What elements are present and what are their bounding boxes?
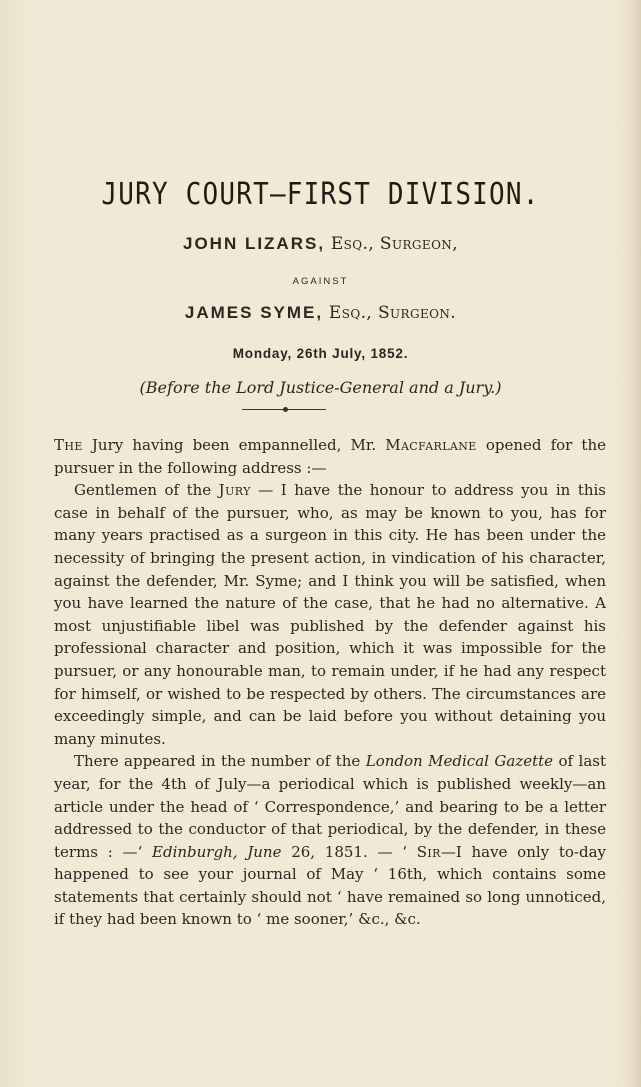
opening-word: The — [54, 436, 83, 454]
paragraph-text: 26, 1851. — ‘ — [281, 842, 417, 861]
paragraph-text: opened for the pursuer in the following address :— — [54, 436, 606, 477]
counsel-name: Macfarlane — [385, 436, 477, 454]
pursuer-name: JOHN LIZARS, — [182, 234, 326, 253]
defender-name: JAMES SYME, — [184, 303, 324, 322]
paragraph-text: There appeared in the number of the — [74, 752, 366, 771]
pursuer-line — [0, 234, 641, 254]
jury-word: Jury — [218, 481, 251, 500]
paragraph-text: —I have only to-day happened to see your journal of May ‘ 16th, which contains some statements that certainly should not ‘ have remained so long unnoticed, if they had been known to ‘ me sooner,’ &c., &c. — [54, 842, 607, 929]
body-text — [54, 434, 606, 931]
against-label: AGAINST — [292, 276, 349, 287]
paragraph-text: Jury having been empannelled, Mr. — [82, 436, 386, 454]
page-edge-shadow — [629, 0, 641, 1087]
pursuer-title: Esq., Surgeon, — [325, 234, 459, 254]
divider-ornament-icon — [283, 407, 288, 412]
court-note: (Before the Lord Justice-General and a Jury.) — [139, 378, 502, 397]
paragraph-text: of last year, for the 4th of July—a periodical which is published weekly—an article under the head of ‘ Correspondence,’ and bearing to be a letter addressed to the conductor of that periodical, by the defender, in these terms : —‘ — [54, 752, 607, 861]
defender-title: Esq., Surgeon. — [323, 303, 457, 323]
paragraph-text: Gentlemen of the — [74, 481, 219, 500]
paragraph-address — [54, 479, 606, 750]
paragraph-gazette — [54, 750, 606, 931]
salutation: Sir — [416, 842, 441, 861]
hearing-date: Monday, 26th July, 1852. — [232, 346, 409, 361]
paragraph-opening — [54, 434, 606, 479]
page-title: JURY COURT—FIRST DIVISION. — [101, 177, 540, 213]
paragraph-text: — I have the honour to address you in this case in behalf of the pursuer, who, as may be known to you, has for many years practised as a surgeon in this city. He has been under the necessity of bringing the present action, in vindication of his character, against the defender, Mr. Syme; and I think you will be satisfied, when you have learned the nature of the case, that he had no alternative. A most unjustifiable libel was published by the defender against his professional character and position, which it was impossible for the pursuer, or any honourable man, to remain under, if he had any respect for himself, or wished to be respected by others. The circumstances are exceedingly simple, and can be laid before you without detaining you many minutes. — [54, 481, 607, 748]
defender-line — [0, 303, 641, 323]
letter-place: Edinburgh, June — [152, 842, 282, 861]
journal-name: London Medical Gazette — [365, 752, 554, 771]
